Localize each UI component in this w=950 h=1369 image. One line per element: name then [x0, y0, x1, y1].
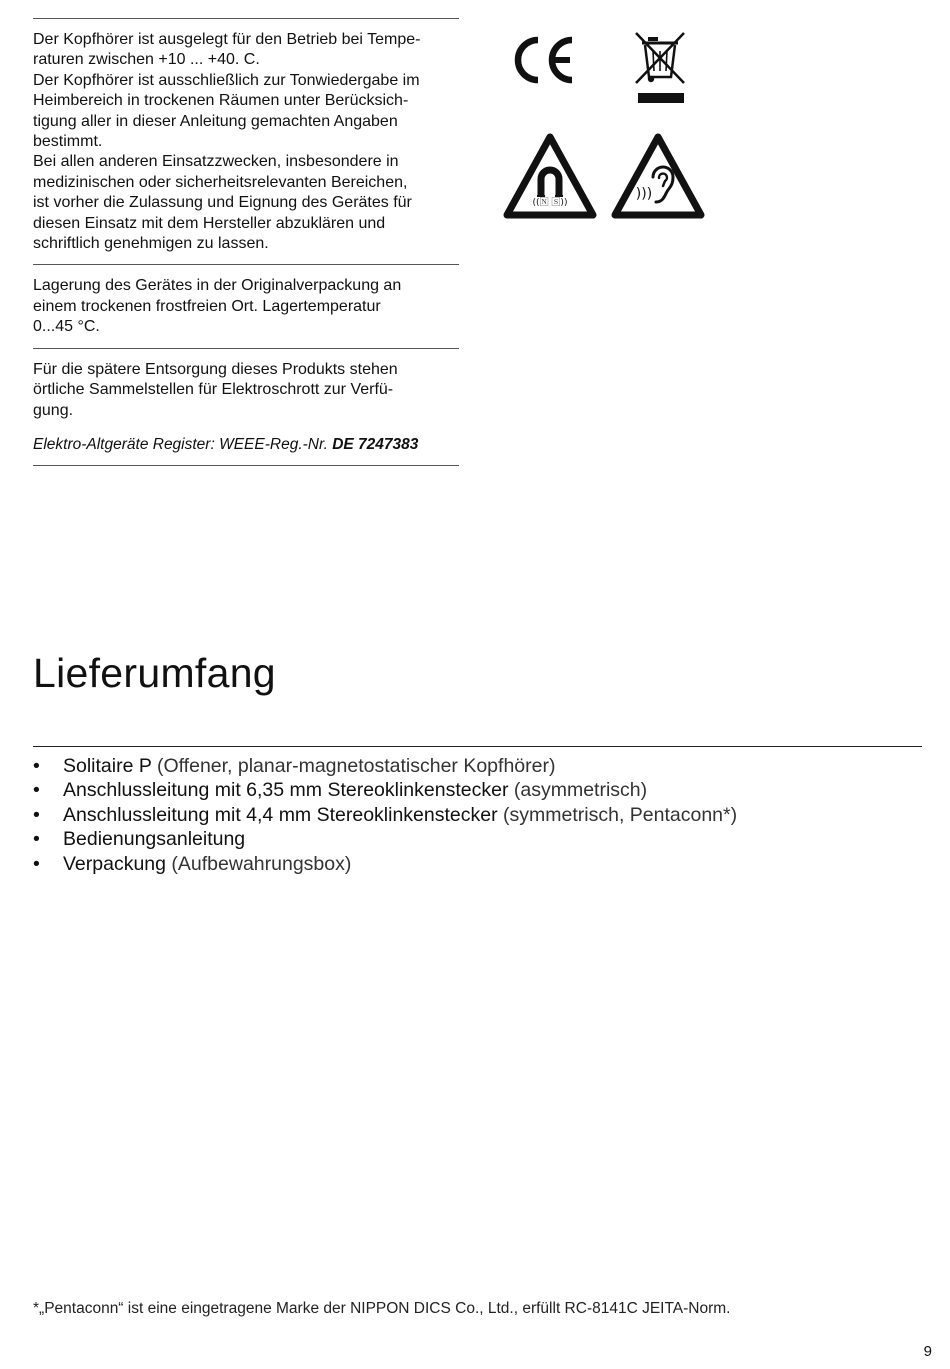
item-detail: (Aufbewahrungsbox): [166, 852, 352, 875]
list-item: [33, 827, 737, 851]
magnetic-field-warning-icon: [502, 132, 598, 220]
list-item: [33, 778, 737, 802]
list-item: [33, 803, 737, 827]
disposal-line: gung.: [33, 401, 74, 419]
footnote: *„Pentaconn“ ist eine eingetragene Marke der NIPPON DICS Co., Ltd., erfüllt RC-8141C JEITA-Norm.: [33, 1300, 731, 1317]
item-detail: (symmetrisch, Pentaconn*): [497, 803, 738, 826]
registry-label: Elektro-Altgeräte Register: WEEE-Reg.-Nr.: [33, 435, 328, 453]
item-name: Bedienungsanleitung: [63, 828, 246, 851]
scope-heading: Lieferumfang: [33, 650, 276, 696]
sound-waves-text: ))): [635, 186, 653, 202]
storage-line: 0...45 °C.: [33, 318, 100, 336]
item-name: Solitaire P: [63, 755, 152, 777]
item-name: Anschlussleitung mit 4,4 mm Stereoklinkenstecker: [63, 803, 498, 826]
usage-line: Der Kopfhörer ist ausgelegt für den Betrieb bei Tempe-: [33, 31, 421, 48]
usage-line: ist vorher die Zulassung und Eignung des Gerätes für: [33, 194, 412, 212]
usage-line: bestimmt.: [33, 133, 103, 151]
usage-line: Der Kopfhörer ist ausschließlich zur Tonwiedergabe im: [33, 71, 420, 89]
disposal-line: örtliche Sammelstellen für Elektroschrott zur Verfü-: [33, 381, 394, 399]
compliance-icons: [500, 28, 720, 228]
page-number: 9: [923, 1343, 932, 1360]
weee-registry: [33, 435, 459, 455]
registry-number: DE 7247383: [332, 435, 419, 453]
item-detail: (asymmetrisch): [508, 779, 648, 802]
usage-line: Bei allen anderen Einsatzzwecken, insbesondere in: [33, 153, 399, 171]
usage-line: Heimbereich in trockenen Räumen unter Berücksich-: [33, 92, 409, 110]
list-item: [33, 754, 737, 778]
usage-line: medizinischen oder sicherheitsrelevanten Bereichen,: [33, 173, 408, 191]
storage-line: einem trockenen frostfreien Ort. Lagertemperatur: [33, 297, 381, 315]
magnet-symbol-text: ((🄽 🅂)): [532, 198, 568, 208]
storage-line: Lagerung des Gerätes in der Originalverpackung an: [33, 277, 402, 295]
divider: [33, 746, 922, 747]
storage-section: [33, 264, 459, 347]
usage-section: [33, 18, 459, 264]
item-name: Anschlussleitung mit 6,35 mm Stereoklinkenstecker: [63, 779, 509, 802]
safety-notes: [33, 18, 459, 466]
crossed-bin-icon: [634, 31, 688, 105]
list-item: [33, 852, 737, 876]
scope-list: [33, 754, 737, 876]
disposal-line: Für die spätere Entsorgung dieses Produkts stehen: [33, 360, 398, 378]
item-detail: (Offener, planar-magnetostatischer Kopfhörer): [151, 755, 556, 777]
usage-line: diesen Einsatz mit dem Hersteller abzuklären und: [33, 214, 386, 232]
disposal-section: [33, 348, 459, 467]
item-name: Verpackung: [63, 852, 166, 875]
usage-line: tigung aller in dieser Anleitung gemachten Angaben: [33, 112, 398, 130]
ce-mark-icon: [510, 36, 576, 84]
usage-line: raturen zwischen +10 ... +40. C.: [33, 51, 260, 69]
hearing-damage-warning-icon: [610, 132, 706, 220]
usage-line: schriftlich genehmigen zu lassen.: [33, 235, 269, 253]
